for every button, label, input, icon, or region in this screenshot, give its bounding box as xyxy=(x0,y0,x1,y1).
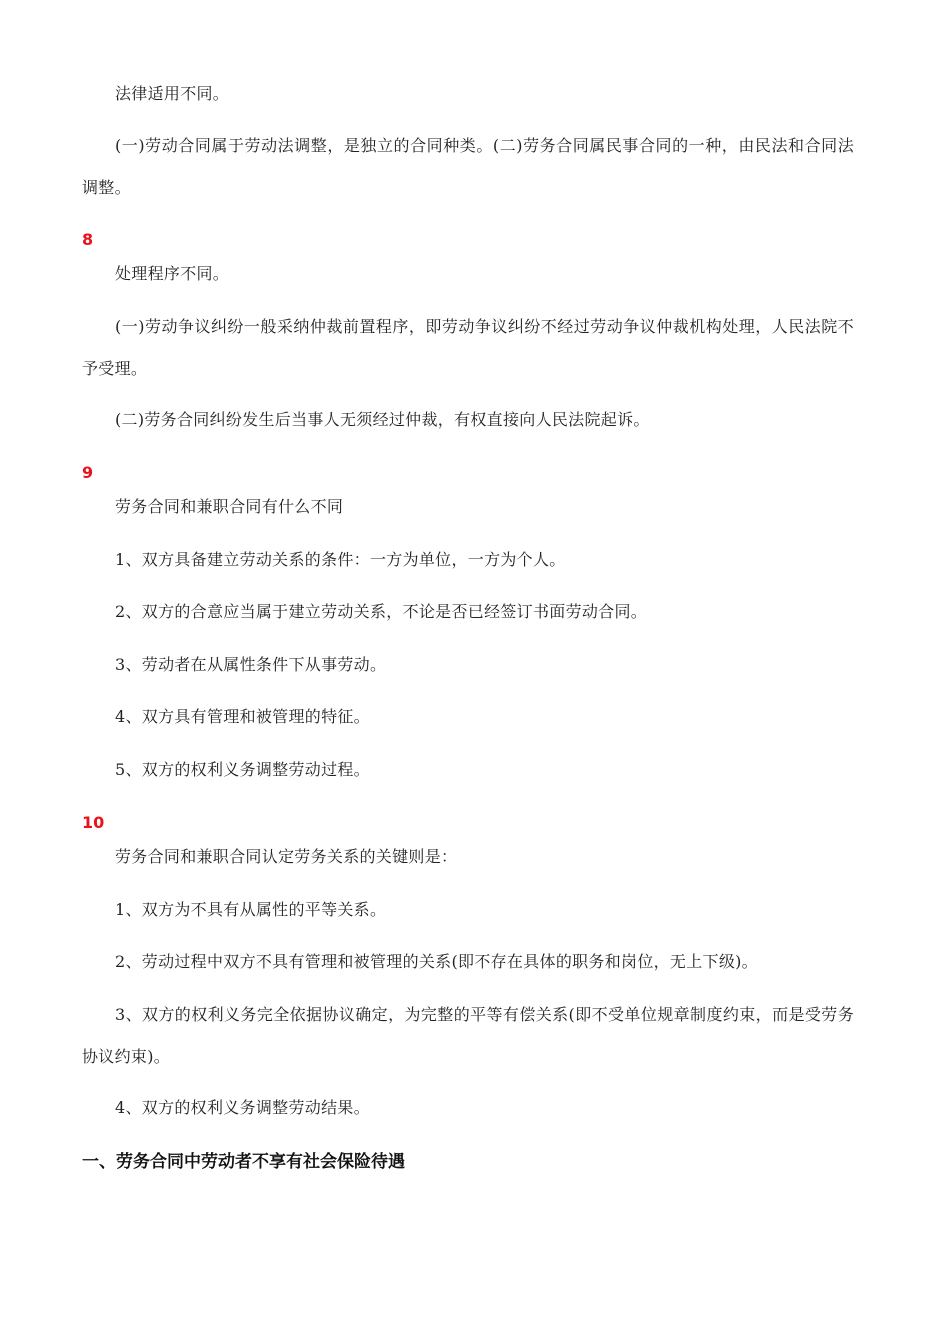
paragraph-difference-title: 劳务合同和兼职合同有什么不同 xyxy=(115,497,344,516)
list-item-1: 1、双方具备建立劳动关系的条件：一方为单位，一方为个人。 xyxy=(115,550,566,569)
list-item-3: 3、劳动者在从属性条件下从事劳动。 xyxy=(115,655,387,674)
list-item-5: 5、双方的权利义务调整劳动过程。 xyxy=(115,760,370,779)
paragraph-law-applicable: 法律适用不同。 xyxy=(115,84,230,103)
paragraph-law-detail: (一)劳动合同属于劳动法调整，是独立的合同种类。(二)劳务合同属民事合同的一种，由民法和合同法调整。 xyxy=(82,136,854,197)
section-number-8: 8 xyxy=(82,230,94,249)
paragraph-procedure-detail-2: (二)劳务合同纠纷发生后当事人无须经过仲裁，有权直接向人民法院起诉。 xyxy=(115,410,650,429)
list-item-4: 4、双方具有管理和被管理的特征。 xyxy=(115,707,370,726)
section-heading: 一、劳务合同中劳动者不享有社会保险待遇 xyxy=(82,1152,405,1172)
criteria-item-1: 1、双方为不具有从属性的平等关系。 xyxy=(115,900,387,919)
criteria-item-2: 2、劳动过程中双方不具有管理和被管理的关系(即不存在具体的职务和岗位，无上下级)。 xyxy=(115,952,758,971)
section-number-9: 9 xyxy=(82,463,94,482)
paragraph-procedure: 处理程序不同。 xyxy=(115,264,230,283)
criteria-item-3: 3、双方的权利义务完全依据协议确定，为完整的平等有偿关系(即不受单位规章制度约束，而是受劳务协议约束)。 xyxy=(82,1005,854,1066)
paragraph-procedure-detail-1: (一)劳动争议纠纷一般采纳仲裁前置程序，即劳动争议纠纷不经过劳动争议仲裁机构处理，人民法院不予受理。 xyxy=(82,317,854,378)
section-number-10: 10 xyxy=(82,813,105,832)
criteria-item-4: 4、双方的权利义务调整劳动结果。 xyxy=(115,1098,370,1117)
paragraph-key-criteria: 劳务合同和兼职合同认定劳务关系的关键则是： xyxy=(115,847,458,866)
list-item-2: 2、双方的合意应当属于建立劳动关系，不论是否已经签订书面劳动合同。 xyxy=(115,602,648,621)
